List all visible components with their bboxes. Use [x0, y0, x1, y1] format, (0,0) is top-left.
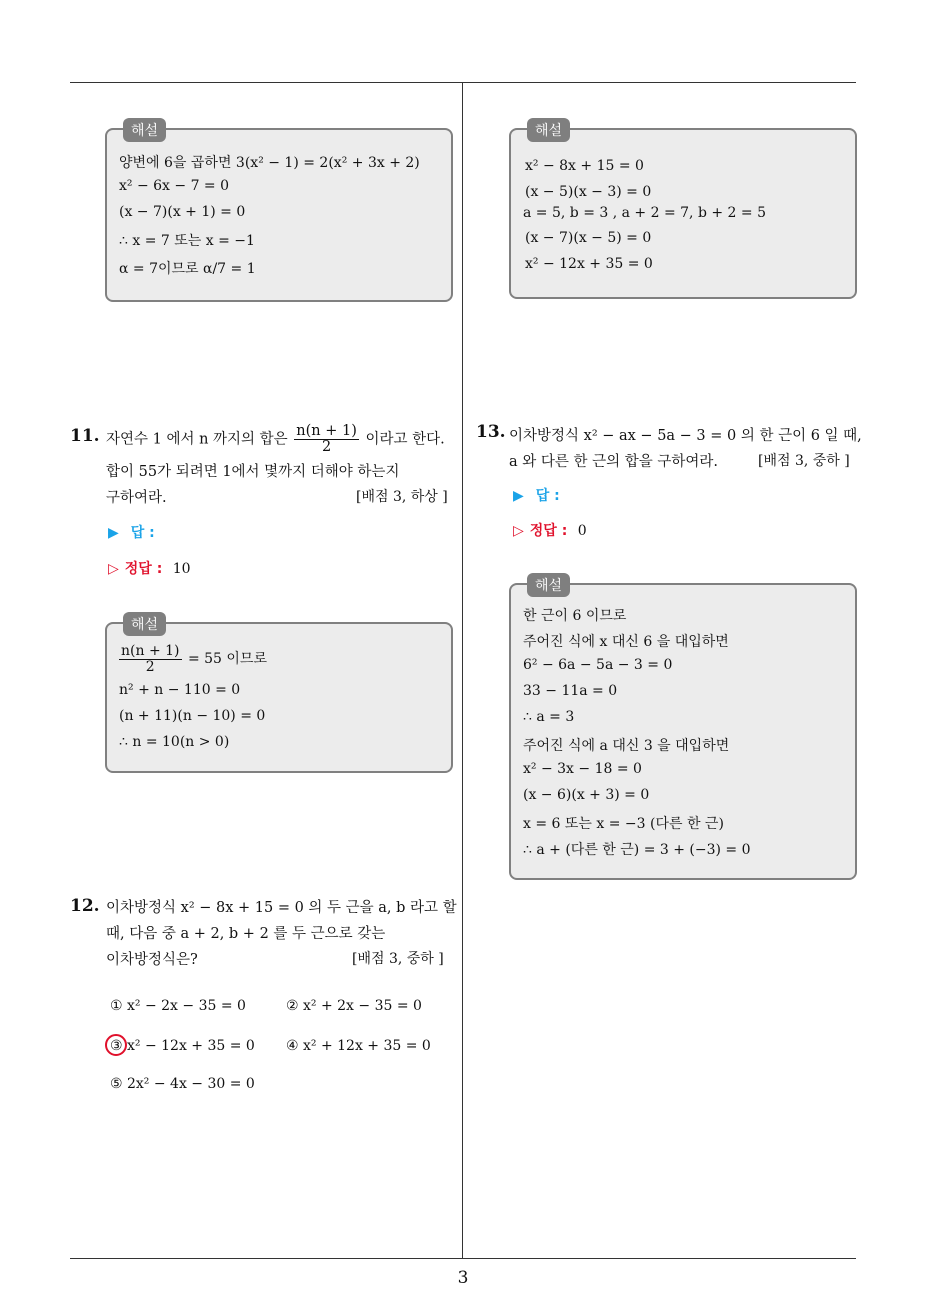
correct-label: 정답 :	[529, 523, 568, 539]
solution-line: ∴ a + (다른 한 근) = 3 + (−3) = 0	[523, 842, 751, 858]
question-text-part: 자연수 1 에서 n 까지의 합은	[106, 431, 288, 448]
fraction-denominator: 2	[145, 658, 155, 675]
play-triangle-icon: ▶	[108, 525, 119, 541]
question-text: 구하여라.	[106, 490, 167, 506]
correct-label: 정답 :	[124, 561, 163, 577]
choice-5[interactable]: ⑤ 2x² − 4x − 30 = 0	[110, 1076, 255, 1092]
question-text	[106, 424, 445, 455]
choice-4[interactable]: ④ x² + 12x + 35 = 0	[286, 1038, 431, 1054]
solution-line: x² − 6x − 7 = 0	[119, 178, 230, 194]
column-divider	[462, 82, 463, 1258]
solution-line-text: = 55 이므로	[187, 651, 267, 668]
solution-line: 한 근이 6 이므로	[523, 608, 627, 624]
solution-line: ∴ x = 7 또는 x = −1	[119, 233, 255, 249]
fraction-denominator: 2	[321, 439, 332, 456]
solution-line	[119, 644, 267, 674]
fraction	[119, 644, 182, 674]
solution-line: 33 − 11a = 0	[523, 683, 618, 699]
correct-value: 10	[172, 561, 191, 577]
solution-line: ∴ a = 3	[523, 709, 575, 725]
solution-line: n² + n − 110 = 0	[119, 682, 241, 698]
score-label: [배점 3, 중하 ]	[758, 453, 850, 469]
question-text: 때, 다음 중 a + 2, b + 2 를 두 근으로 갖는	[106, 926, 386, 942]
solution-line: x = 6 또는 x = −3 (다른 한 근)	[523, 816, 724, 832]
solution-tag: 해설	[123, 118, 166, 142]
solution-line: x² − 3x − 18 = 0	[523, 761, 642, 777]
correct-answer-row	[513, 520, 587, 540]
question-number: 12.	[70, 896, 100, 916]
solution-tag: 해설	[527, 118, 570, 142]
question-number: 13.	[476, 422, 506, 442]
solution-line: (x − 7)(x + 1) = 0	[119, 204, 246, 220]
bottom-rule	[70, 1258, 856, 1259]
answer-row	[108, 522, 155, 542]
fraction	[294, 424, 359, 455]
solution-tag: 해설	[123, 612, 166, 636]
solution-line: 주어진 식에 x 대신 6 을 대입하면	[523, 634, 729, 650]
score-label: [배점 3, 중하 ]	[352, 951, 444, 967]
answer-label: 답 :	[535, 488, 560, 504]
solution-line: 주어진 식에 a 대신 3 을 대입하면	[523, 738, 730, 754]
solution-line: (x − 6)(x + 3) = 0	[523, 787, 650, 803]
solution-box-q11	[105, 617, 453, 773]
solution-line: a = 5, b = 3 , a + 2 = 7, b + 2 = 5	[523, 205, 766, 221]
answer-row	[513, 485, 560, 505]
choice-1[interactable]: ① x² − 2x − 35 = 0	[110, 998, 246, 1014]
play-triangle-icon: ▶	[513, 488, 524, 504]
correct-value: 0	[577, 523, 587, 539]
question-text: 이차방정식은?	[106, 952, 198, 968]
question-text: 이차방정식 x² − 8x + 15 = 0 의 두 근을 a, b 라고 할	[106, 900, 457, 916]
score-label: [배점 3, 하상 ]	[356, 489, 448, 505]
outline-triangle-icon: ▷	[513, 523, 524, 539]
page-number: 3	[457, 1268, 469, 1288]
solution-box-q12	[509, 123, 857, 299]
correct-answer-row	[108, 558, 191, 578]
solution-tag: 해설	[527, 573, 570, 597]
solution-line: 6² − 6a − 5a − 3 = 0	[523, 657, 673, 673]
choice-2[interactable]: ② x² + 2x − 35 = 0	[286, 998, 422, 1014]
question-text: 이차방정식 x² − ax − 5a − 3 = 0 의 한 근이 6 일 때,	[509, 428, 862, 444]
solution-box-q10	[105, 123, 453, 302]
question-text: 합이 55가 되려면 1에서 몇까지 더해야 하는지	[106, 464, 400, 480]
fraction-numerator: n(n + 1)	[121, 643, 180, 659]
solution-line: (x − 5)(x − 3) = 0	[525, 184, 652, 200]
answer-label: 답 :	[130, 525, 155, 541]
question-number: 11.	[70, 426, 100, 446]
fraction-numerator: n(n + 1)	[296, 423, 357, 439]
solution-line: (n + 11)(n − 10) = 0	[119, 708, 266, 724]
solution-line: (x − 7)(x − 5) = 0	[525, 230, 652, 246]
solution-line: x² − 8x + 15 = 0	[525, 158, 644, 174]
solution-line: α = 7이므로 α/7 = 1	[119, 261, 256, 277]
question-text-part: 이라고 한다.	[365, 431, 445, 448]
solution-box-q13	[509, 578, 857, 880]
outline-triangle-icon: ▷	[108, 561, 119, 577]
choice-3[interactable]: ③ x² − 12x + 35 = 0	[110, 1038, 255, 1054]
top-rule	[70, 82, 856, 83]
solution-line: x² − 12x + 35 = 0	[525, 256, 653, 272]
question-text: a 와 다른 한 근의 합을 구하여라.	[509, 454, 718, 470]
solution-line: 양변에 6을 곱하면 3(x² − 1) = 2(x² + 3x + 2)	[119, 155, 420, 171]
solution-line: ∴ n = 10(n > 0)	[119, 734, 230, 750]
